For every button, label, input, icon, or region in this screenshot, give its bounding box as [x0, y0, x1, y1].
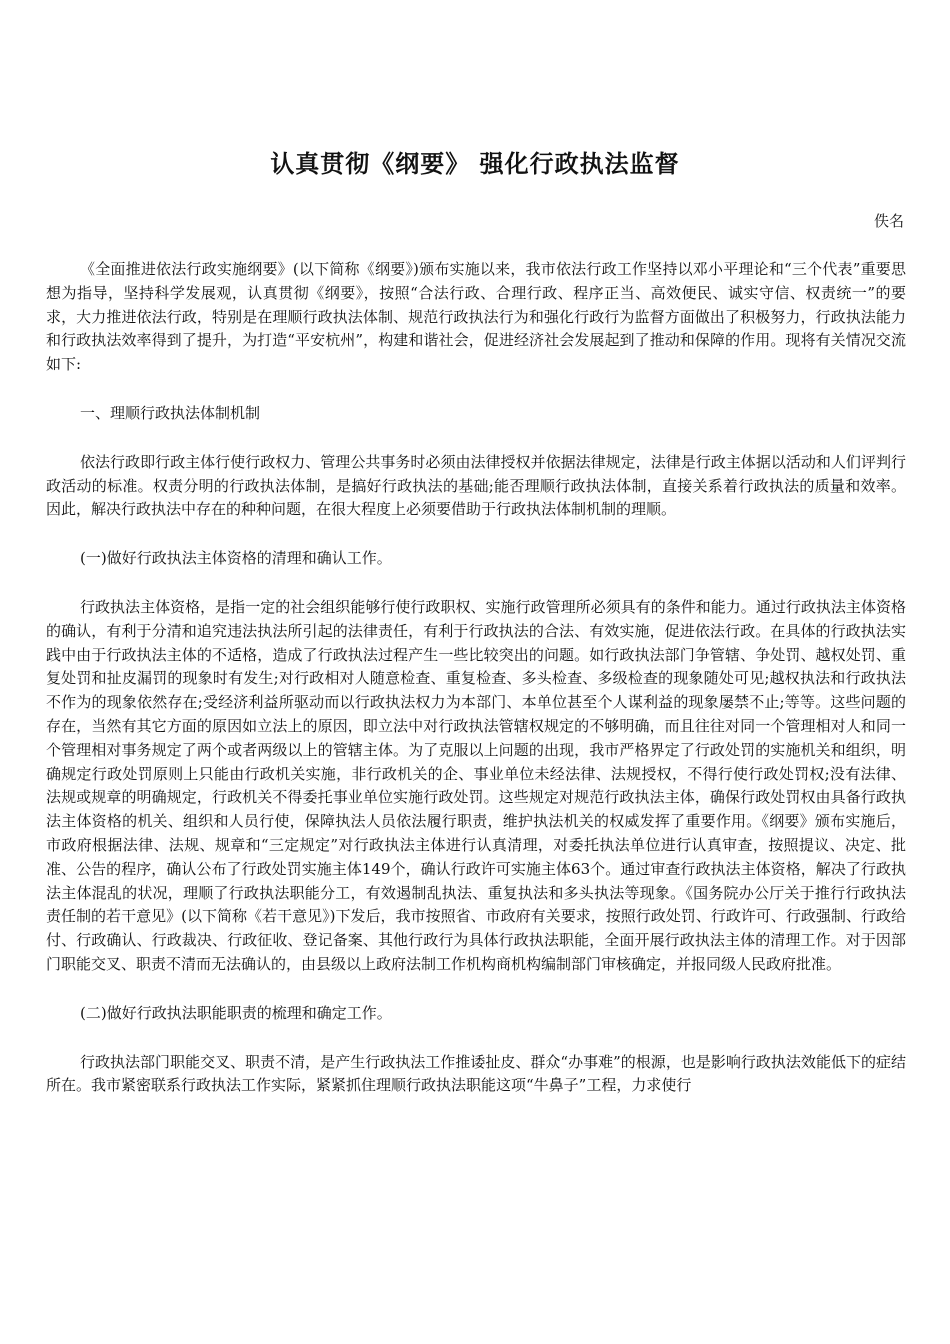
intro-paragraph: 《全面推进依法行政实施纲要》(以下简称《纲要》)颁布实施以来，我市依法行政工作坚持以邓小平理论和“三个代表”重要思想为指导，坚持科学发展观，认真贯彻《纲要》，按照“合法行政、合理行政、程序正当、高效便民、诚实守信、权责统一”的要求，大力推进依法行政，特别是在理顺行政执法体制、规范行政执法行为和强化行政行为监督方面做出了积极努力，行政执法能力和行政执法效率得到了提升，为打造“平安杭州”，构建和谐社会，促进经济社会发展起到了推动和保障的作用。现将有关情况交流如下: — [46, 260, 906, 374]
document-title: 认真贯彻《纲要》 强化行政执法监督 — [270, 149, 680, 178]
document-body — [46, 258, 906, 1123]
document-author: 佚名 — [873, 212, 904, 230]
body-paragraph: 行政执法主体资格，是指一定的社会组织能够行使行政职权、实施行政管理所必须具有的条件和能力。通过行政执法主体资格的确认，有利于分清和追究违法执法所引起的法律责任，有利于行政执法的合法、有效实施，促进依法行政。在具体的行政执法实践中由于行政执法主体的不适格，造成了行政执法过程产生一些比较突出的问题。如行政执法部门争管辖、争处罚、越权处罚、重复处罚和扯皮漏罚的现象时有发生;对行政相对人随意检查、重复检查、多头检查、多级检查的现象随处可见;越权执法和行政执法不作为的现象依然存在;受经济利益所驱动而以行政执法权力为本部门、本单位甚至个人谋利益的现象屡禁不止;等等。这些问题的存在，当然有其它方面的原因如立法上的原因，即立法中对行政执法管辖权规定的不够明确，而且往往对同一个管理相对人和同一个管理相对事务规定了两个或者两级以上的管辖主体。为了克服以上问题的出现，我市严格界定了行政处罚的实施机关和组织，明确规定行政处罚原则上只能由行政机关实施，非行政机关的企、事业单位未经法律、法规授权，不得行使行政处罚权;没有法律、法规或规章的明确规定，行政机关不得委托事业单位实施行政处罚。这些规定对规范行政执法主体，确保行政处罚权由具备行政执法主体资格的机关、组织和人员行使，保障执法人员依法履行职责，维护执法机关的权威发挥了重要作用。《纲要》颁布实施后，市政府根据法律、法规、规章和“三定规定”对行政执法主体进行认真清理，对委托执法单位进行认真审查，按照提议、决定、批准、公告的程序，确认公布了行政处罚实施主体149个，确认行政许可实施主体63个。通过审查行政执法主体资格，解决了行政执法主体混乱的状况，理顺了行政执法职能分工，有效遏制乱执法、重复执法和多头执法等现象。《国务院办公厅关于推行行政执法责任制的若干意见》(以下简称《若干意见》)下发后，我市按照省、市政府有关要求，按照行政处罚、行政许可、行政强制、行政给付、行政确认、行政裁决、行政征收、登记备案、其他行政行为具体行政执法职能，全面开展行政执法主体的清理工作。对于因部门职能交叉、职责不清而无法确认的，由县级以上政府法制工作机构商机构编制部门审核确定，并报同级人民政府批准。 — [46, 597, 906, 973]
body-paragraph: 行政执法部门职能交叉、职责不清，是产生行政执法工作推诿扯皮、群众“办事难”的根源，也是影响行政执法效能低下的症结所在。我市紧密联系行政执法工作实际，紧紧抓住理顺行政执法职能这项“牛鼻子”工程，力求使行 — [46, 1052, 906, 1095]
subsection-heading: (一)做好行政执法主体资格的清理和确认工作。 — [80, 549, 392, 568]
body-paragraph: 依法行政即行政主体行使行政权力、管理公共事务时必须由法律授权并依据法律规定，法律是行政主体据以活动和人们评判行政活动的标准。权责分明的行政执法体制，是搞好行政执法的基础;能否理顺行政执法体制，直接关系着行政执法的质量和效率。因此，解决行政执法中存在的种种问题，在很大程度上必须要借助于行政执法体制机制的理顺。 — [46, 452, 906, 519]
subsection-heading: (二)做好行政执法职能职责的梳理和确定工作。 — [80, 1003, 392, 1022]
section-heading: 一、理顺行政执法体制机制 — [80, 403, 261, 422]
